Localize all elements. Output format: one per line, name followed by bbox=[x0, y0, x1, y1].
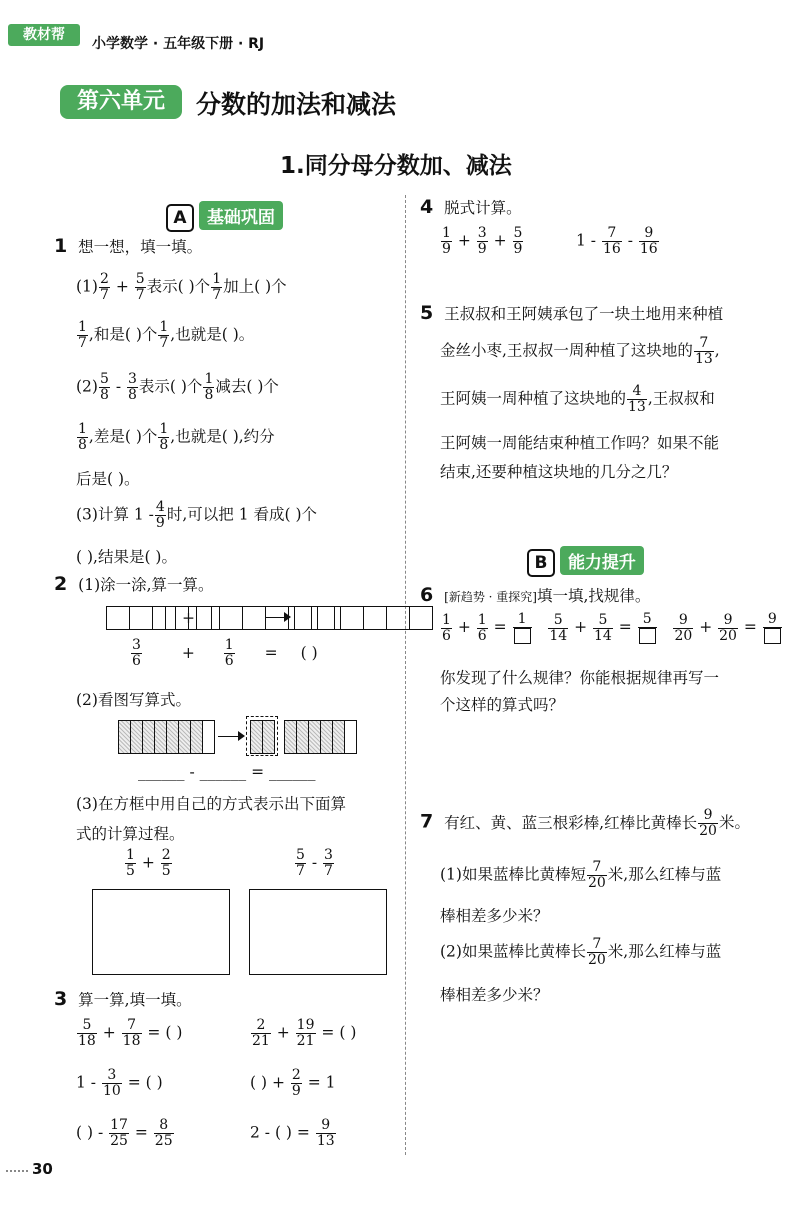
section-a-letter: A bbox=[166, 204, 194, 232]
bar-3 bbox=[284, 720, 357, 757]
q2-number: 2 bbox=[54, 573, 68, 595]
q1-line7: ( ),结果是( )。 bbox=[76, 548, 177, 566]
q4-title: 脱式计算。 bbox=[444, 199, 522, 217]
q6-line1: 你发现了什么规律？你能根据规律再写一 bbox=[440, 669, 720, 687]
arrow2-icon bbox=[218, 736, 240, 737]
arrow2-head-icon bbox=[238, 731, 245, 741]
section-b-letter: B bbox=[527, 549, 555, 577]
q3-item6: 2 - ( ) = $\frac{9}{13}$ bbox=[250, 1117, 335, 1149]
q6-pattern: $\frac{1}{6}$ + $\frac{1}{6}$ = 1 $\frac{5}{14}$ + $\frac{5}{14}$ = 5 $\frac{9}{20}$ + $\frac{9}{20}$ = 9 bbox=[440, 612, 783, 644]
brand-tag: 教材帮 bbox=[8, 24, 80, 46]
column-divider bbox=[405, 195, 406, 1155]
bar-2 bbox=[250, 720, 275, 757]
q1-line5: 后是( )。 bbox=[76, 470, 140, 488]
plus-sign: + bbox=[182, 609, 195, 627]
q3-item3: 1 - $\frac{3}{10}$ = ( ) bbox=[76, 1067, 163, 1099]
q1-line6: (3)计算 1 - $\frac{4}{9}$ 时,可以把 1 看成( )个 bbox=[76, 499, 318, 531]
q6-title: 填一填,找规律。 bbox=[536, 587, 651, 605]
q6-box1[interactable] bbox=[514, 628, 531, 644]
q5-line2: 金丝小枣,王叔叔一周种植了这块地的 $\frac{7}{13}$ , bbox=[440, 335, 720, 367]
q3-item2: $\frac{2}{21}$ + $\frac{19}{21}$ = ( ) bbox=[252, 1017, 357, 1049]
q5-line3: 王阿姨一周种植了这块地的 $\frac{4}{13}$ ,王叔叔和 bbox=[440, 383, 715, 415]
q7-p1c: 棒相差多少米？ bbox=[440, 907, 549, 925]
q7-line1: 7 有红、黄、蓝三根彩棒,红棒比黄棒长 $\frac{9}{20}$ 米。 bbox=[420, 807, 750, 839]
q3-heading bbox=[54, 988, 192, 1010]
q6-heading bbox=[420, 584, 650, 606]
q6-tag: [新趋势 · 重探究] bbox=[444, 590, 537, 604]
q2-part1: (1)涂一涂,算一算。 bbox=[78, 576, 214, 594]
q2-part2: (2)看图写算式。 bbox=[76, 691, 191, 709]
q6-box3[interactable] bbox=[764, 628, 781, 644]
q5-line1: 5 王叔叔和王阿姨承包了一块土地用来种植 bbox=[420, 302, 724, 324]
q3-item4: ( ) + $\frac{2}{9}$ = 1 bbox=[250, 1067, 336, 1099]
q1-heading bbox=[54, 235, 202, 257]
q6-number: 6 bbox=[420, 584, 434, 606]
q7-number: 7 bbox=[420, 810, 434, 833]
q7-p1: (1)如果蓝棒比黄棒短 $\frac{7}{20}$ 米,那么红棒与蓝 bbox=[440, 859, 722, 891]
q1-number: 1 bbox=[54, 235, 68, 257]
q4-expr2: 1 - $\frac{7}{16}$ - $\frac{9}{16}$ bbox=[576, 225, 658, 257]
unit-title: 分数的加法和减法 bbox=[196, 90, 397, 119]
q1-line2: $\frac{1}{7}$ ,和是( )个 $\frac{1}{7}$ ,也就是( )。 bbox=[78, 319, 255, 351]
q3-number: 3 bbox=[54, 988, 68, 1010]
q3-title: 算一算,填一填。 bbox=[78, 991, 192, 1009]
q6-line2: 个这样的算式吗？ bbox=[440, 696, 565, 714]
section-b-label: 能力提升 bbox=[560, 546, 644, 575]
book-title: 小学数学 · 五年级下册 · RJ bbox=[92, 36, 265, 52]
q2-blanks[interactable]: ______ - ______ = ______ bbox=[138, 763, 316, 781]
q2-heading bbox=[54, 573, 214, 595]
q5-number: 5 bbox=[420, 302, 434, 324]
q1-line4: $\frac{1}{8}$ ,差是( )个 $\frac{1}{8}$ ,也就是( ),约分 bbox=[78, 421, 275, 453]
q4-expr1: $\frac{1}{9}$ + $\frac{3}{9}$ + $\frac{5}{9}$ bbox=[442, 225, 523, 257]
page-number: 30 bbox=[32, 1160, 53, 1178]
q5-line5: 结束,还要种植这块地的几分之几？ bbox=[440, 463, 678, 481]
q5-line4: 王阿姨一周能结束种植工作吗？如果不能 bbox=[440, 434, 720, 452]
grid-3[interactable] bbox=[294, 606, 433, 633]
bar-1 bbox=[118, 720, 215, 757]
q4-number: 4 bbox=[420, 196, 434, 218]
q2-expr: $\frac{3}{6}$ + $\frac{1}{6}$ = ( ) bbox=[132, 637, 318, 669]
section-title: 1.同分母分数加、减法 bbox=[280, 153, 512, 179]
q7-p2: (2)如果蓝棒比黄棒长 $\frac{7}{20}$ 米,那么红棒与蓝 bbox=[440, 936, 722, 968]
section-b-badge bbox=[527, 546, 644, 577]
q2-part3a: (3)在方框中用自己的方式表示出下面算 bbox=[76, 795, 346, 813]
q3-item5: ( ) - $\frac{17}{25}$ = $\frac{8}{25}$ bbox=[76, 1117, 173, 1149]
expr-a: $\frac{1}{5}$ + $\frac{2}{5}$ bbox=[126, 847, 171, 879]
section-a-label: 基础巩固 bbox=[199, 201, 283, 230]
q2-part3b: 式的计算过程。 bbox=[76, 825, 185, 843]
expr-b: $\frac{5}{7}$ - $\frac{3}{7}$ bbox=[296, 847, 333, 879]
answer-box-b[interactable] bbox=[249, 889, 387, 975]
q1-title: 想一想，填一填。 bbox=[78, 238, 203, 256]
q3-item1: $\frac{5}{18}$ + $\frac{7}{18}$ = ( ) bbox=[78, 1017, 183, 1049]
q1-line3: (2) $\frac{5}{8}$ - $\frac{3}{8}$ 表示( )个 $\frac{1}{8}$ 减去( )个 bbox=[76, 371, 279, 403]
footer-dots bbox=[6, 1170, 28, 1172]
answer-box-a[interactable] bbox=[92, 889, 230, 975]
q6-box2[interactable] bbox=[639, 628, 656, 644]
unit-badge: 第六单元 bbox=[60, 85, 182, 119]
q7-p2c: 棒相差多少米？ bbox=[440, 986, 549, 1004]
arrow-head-icon bbox=[284, 612, 291, 622]
q1-line1: (1) $\frac{2}{7}$ + $\frac{5}{7}$ 表示( )个 $\frac{1}{7}$ 加上( )个 bbox=[76, 271, 287, 303]
q4-heading bbox=[420, 196, 522, 218]
section-a-badge bbox=[166, 201, 283, 232]
